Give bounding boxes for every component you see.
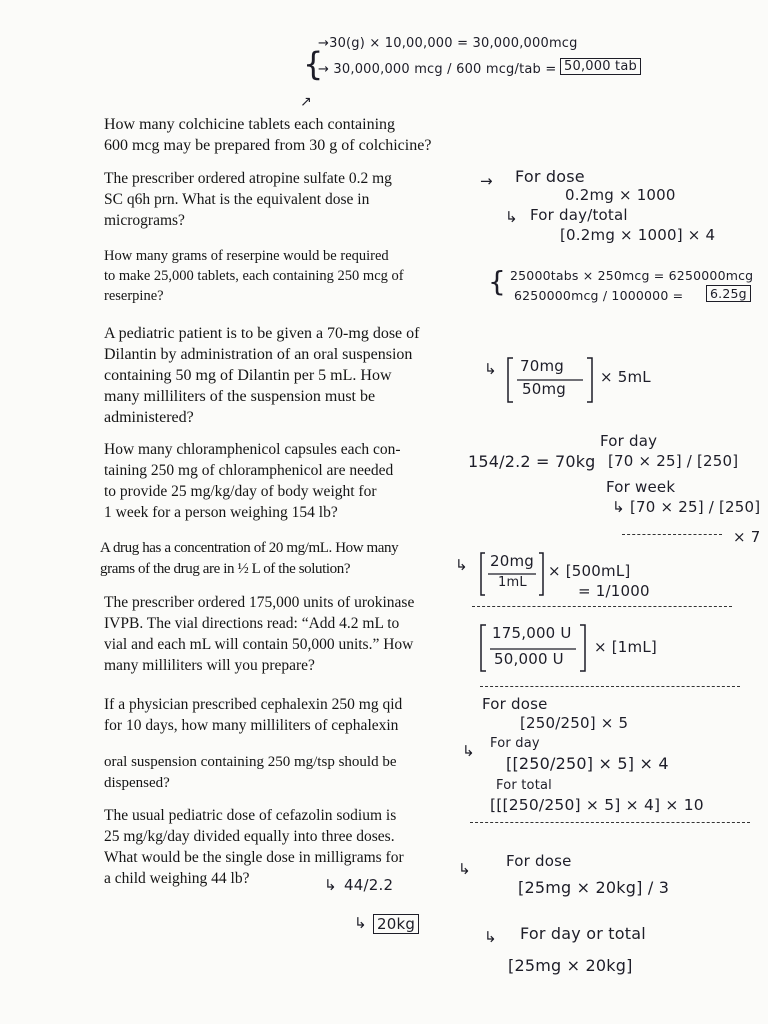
arrow-right-icon: → [480,172,493,190]
question-dilantin: A pediatric patient is to be given a 70-mg dose of Dilantin by administration of an oral suspension containing 50 mg of Dilantin per 5 mL. How many milliliters of the suspension must be administered? [104,325,420,426]
note-cefazolin-dose-label: For dose [506,852,572,870]
note-cefazolin-total-label: For day or total [520,924,646,943]
note-concentration-conv: = 1/1000 [578,582,650,600]
arrow-icon: ↳ [484,360,497,378]
note-chloramphenicol-day-expr: [70 × 25] / [250] [608,452,739,470]
note-arrow-icon: ↗ [300,94,312,110]
note-cephalexin-dose-label: For dose [482,695,548,713]
note-cephalexin-total-label: For total [496,778,552,793]
note-cephalexin-day-expr: [[250/250] × 5] × 4 [506,754,669,773]
note-atropine-day-expr: [0.2mg × 1000] × 4 [560,226,716,244]
note-atropine-dose-label: For dose [515,167,585,186]
divider-dashes [480,686,740,687]
note-chloramphenicol-week-mult: × 7 [733,528,761,546]
arrow-icon: ↳ [324,876,337,894]
note-urokinase-den: 50,000 U [494,650,564,668]
question-colchicine: How many colchicine tablets each containing 600 mcg may be prepared from 30 g of colchicine? [104,116,432,154]
arrow-icon: ↳ [455,556,468,574]
arrow-return-icon: ↳ [505,208,518,226]
note-colchicine-answer: 50,000 tab [560,58,641,75]
note-cefazolin-weight-answer: 20kg [373,914,419,934]
note-chloramphenicol-day-label: For day [600,432,658,450]
arrow-icon: ↳ [354,914,367,932]
question-drug-concentration: A drug has a concentration of 20 mg/mL. How many grams of the drug are in ½ L of the solution? [100,540,399,577]
note-cefazolin-total-expr: [25mg × 20kg] [508,956,633,975]
note-atropine-dose-expr: 0.2mg × 1000 [565,186,676,204]
note-cefazolin-dose-expr: [25mg × 20kg] / 3 [518,878,670,897]
arrow-icon: ↳ [458,860,471,878]
note-chloramphenicol-weight: 154/2.2 = 70kg [468,452,596,471]
note-dilantin-mult: × 5mL [600,368,651,386]
divider-dashes [470,822,750,823]
note-colchicine-line2: → 30,000,000 mcg / 600 mcg/tab = [318,62,557,77]
question-atropine: The prescriber ordered atropine sulfate 0.2 mg SC q6h prn. What is the equivalent dose in micrograms? [104,170,392,229]
note-urokinase-mult: × [1mL] [594,638,657,656]
question-cephalexin-part1: If a physician prescribed cephalexin 250 mg qid for 10 days, how many milliliters of cephalexin [104,696,403,734]
note-dilantin-num: 70mg [520,357,565,375]
note-atropine-day-label: For day/total [530,206,628,224]
note-cephalexin-day-label: For day [490,736,540,751]
note-reserpine-brace: { [488,265,507,298]
arrow-icon: ↳ [612,498,625,516]
note-concentration-num: 20mg [490,552,535,570]
note-concentration-mult: × [500mL] [548,562,631,580]
question-chloramphenicol: How many chloramphenicol capsules each con- taining 250 mg of chloramphenicol are needed to provide 25 mg/kg/day of body weight for 1 week for a person weighing 154 lb? [104,441,401,521]
note-colchicine-line1: →30(g) × 10,00,000 = 30,000,000mcg [318,36,578,51]
note-reserpine-answer: 6.25g [706,285,751,302]
note-chloramphenicol-week-expr: [70 × 25] / [250] [630,498,761,516]
note-cephalexin-dose-expr: [250/250] × 5 [520,714,629,732]
question-cefazolin: The usual pediatric dose of cefazolin sodium is 25 mg/kg/day divided equally into three doses. What would be the single dose in milligrams for a child weighing 44 lb? [104,807,404,887]
question-urokinase: The prescriber ordered 175,000 units of urokinase IVPB. The vial directions read: “Add 4.2 mL to vial and each mL will contain 50,000 units.” How many milliliters will you prepare? [104,594,415,674]
note-concentration-den: 1mL [498,575,527,590]
note-colchicine-brace: { [303,45,324,83]
question-reserpine: How many grams of reserpine would be required to make 25,000 tablets, each containing 250 mcg of reserpine? [104,248,404,304]
note-reserpine-line2: 6250000mcg / 1000000 = [514,288,684,303]
note-chloramphenicol-week-label: For week [606,478,676,496]
note-cephalexin-total-expr: [[[250/250] × 5] × 4] × 10 [490,796,704,814]
note-reserpine-line1: 25000tabs × 250mcg = 6250000mcg [510,268,754,283]
note-dilantin-den: 50mg [522,380,567,398]
question-cephalexin-part2: oral suspension containing 250 mg/tsp should be dispensed? [104,754,397,791]
divider-dashes [472,606,732,607]
note-urokinase-num: 175,000 U [492,624,572,642]
arrow-icon: ↳ [484,928,497,946]
divider-dashes [622,534,722,535]
note-cefazolin-weight: 44/2.2 [344,876,394,894]
arrow-icon: ↳ [462,742,475,760]
